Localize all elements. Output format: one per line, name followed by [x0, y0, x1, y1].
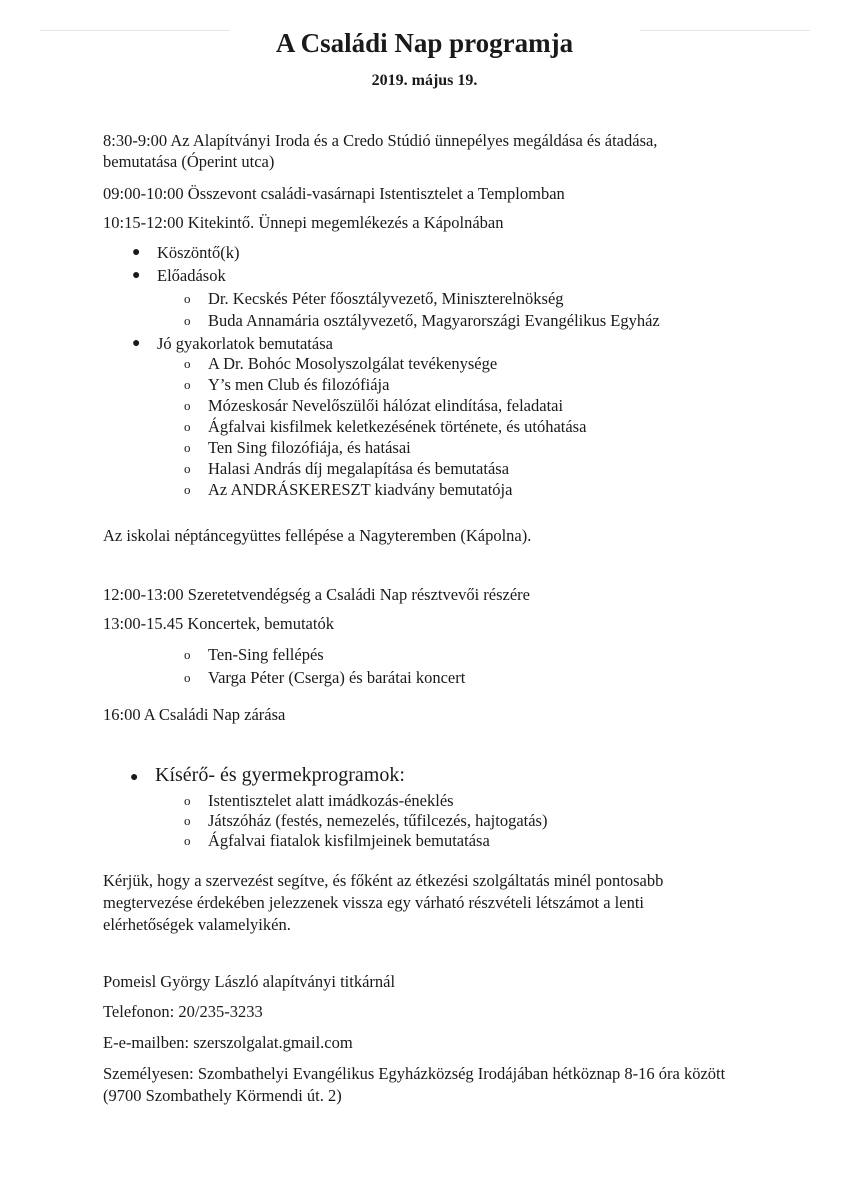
program-item-5: 13:00-15.45 Koncertek, bemutatók [103, 614, 334, 633]
request-line: elérhetőségek valamelyikén. [103, 915, 291, 934]
request-line: Kérjük, hogy a szervezést segítve, és főként az étkezési szolgáltatás minél pontosabb [103, 871, 664, 890]
list-item-jo-gyakorlatok: Jó gyakorlatok bemutatása [157, 334, 333, 353]
circle-bullet-icon: o [184, 398, 191, 413]
bullet-icon: ● [132, 268, 141, 283]
circle-bullet-icon: o [184, 291, 191, 306]
list-item-eloadasok: Előadások [157, 266, 226, 285]
contact-email: E-e-mailben: szerszolgalat.gmail.com [103, 1033, 353, 1052]
circle-bullet-icon: o [184, 356, 191, 371]
list-subitem: Mózeskosár Nevelőszülői hálózat elindítása, feladatai [208, 396, 564, 415]
page-title: A Családi Nap programja [275, 28, 574, 58]
circle-bullet-icon: o [184, 313, 191, 328]
circle-bullet-icon: o [184, 482, 191, 497]
program-item-4: 12:00-13:00 Szeretetvendégség a Családi Nap résztvevői részére [103, 585, 531, 604]
program-item-6: 16:00 A Családi Nap zárása [103, 705, 286, 724]
list-subitem: Ten Sing filozófiája, és hatásai [208, 438, 411, 457]
list-subitem: Halasi András díj megalapítása és bemutatása [208, 459, 510, 478]
event-date: 2019. május 19. [371, 72, 478, 89]
list-subitem: Ágfalvai fiatalok kisfilmjeinek bemutatása [208, 831, 490, 850]
contact-phone: Telefonon: 20/235-3233 [103, 1002, 263, 1021]
bullet-icon: ● [132, 336, 141, 351]
bullet-icon: ● [130, 770, 139, 785]
contact-address: (9700 Szombathely Körmendi út. 2) [103, 1086, 342, 1105]
neptanc-line: Az iskolai néptáncegyüttes fellépése a Nagyteremben (Kápolna). [103, 526, 532, 545]
request-line: megtervezése érdekében jelezzenek vissza egy várható részvételi létszámot a lenti [103, 893, 645, 912]
list-subitem: Dr. Kecskés Péter főosztályvezető, Miniszterelnökség [208, 289, 564, 308]
circle-bullet-icon: o [184, 377, 191, 392]
circle-bullet-icon: o [184, 833, 191, 848]
circle-bullet-icon: o [184, 793, 191, 808]
list-subitem: A Dr. Bohóc Mosolyszolgálat tevékenysége [208, 354, 498, 373]
list-subitem: Az ANDRÁSKERESZT kiadvány bemutatója [208, 480, 513, 499]
list-subitem: Y’s men Club és filozófiája [208, 375, 390, 394]
list-subitem: Buda Annamária osztályvezető, Magyarországi Evangélikus Egyház [208, 311, 660, 330]
program-item-1-cont: bemutatása (Óperint utca) [103, 152, 275, 171]
list-subitem: Játszóház (festés, nemezelés, tűfilcezés, hajtogatás) [208, 811, 548, 830]
list-subitem: Ágfalvai kisfilmek keletkezésének története, és utóhatása [208, 417, 587, 436]
contact-person: Pomeisl György László alapítványi titkárnál [103, 972, 396, 991]
circle-bullet-icon: o [184, 647, 191, 662]
bullet-icon: ● [132, 245, 141, 260]
circle-bullet-icon: o [184, 813, 191, 828]
list-subitem: Varga Péter (Cserga) és barátai koncert [208, 668, 466, 687]
list-subitem: Istentisztelet alatt imádkozás-éneklés [208, 791, 454, 810]
program-item-2: 09:00-10:00 Összevont családi-vasárnapi Istentisztelet a Templomban [103, 184, 565, 203]
contact-inperson: Személyesen: Szombathelyi Evangélikus Egyházközség Irodájában hétköznap 8-16 óra között [103, 1064, 726, 1083]
kisero-heading: Kísérő- és gyermekprogramok: [155, 764, 405, 786]
circle-bullet-icon: o [184, 419, 191, 434]
circle-bullet-icon: o [184, 440, 191, 455]
program-item-1: 8:30-9:00 Az Alapítványi Iroda és a Credo Stúdió ünnepélyes megáldása és átadása, [103, 131, 658, 150]
circle-bullet-icon: o [184, 461, 191, 476]
list-subitem: Ten-Sing fellépés [208, 645, 324, 664]
program-item-3: 10:15-12:00 Kitekintő. Ünnepi megemlékezés a Kápolnában [103, 213, 504, 232]
circle-bullet-icon: o [184, 670, 191, 685]
list-item-koszonto: Köszöntő(k) [157, 243, 240, 262]
